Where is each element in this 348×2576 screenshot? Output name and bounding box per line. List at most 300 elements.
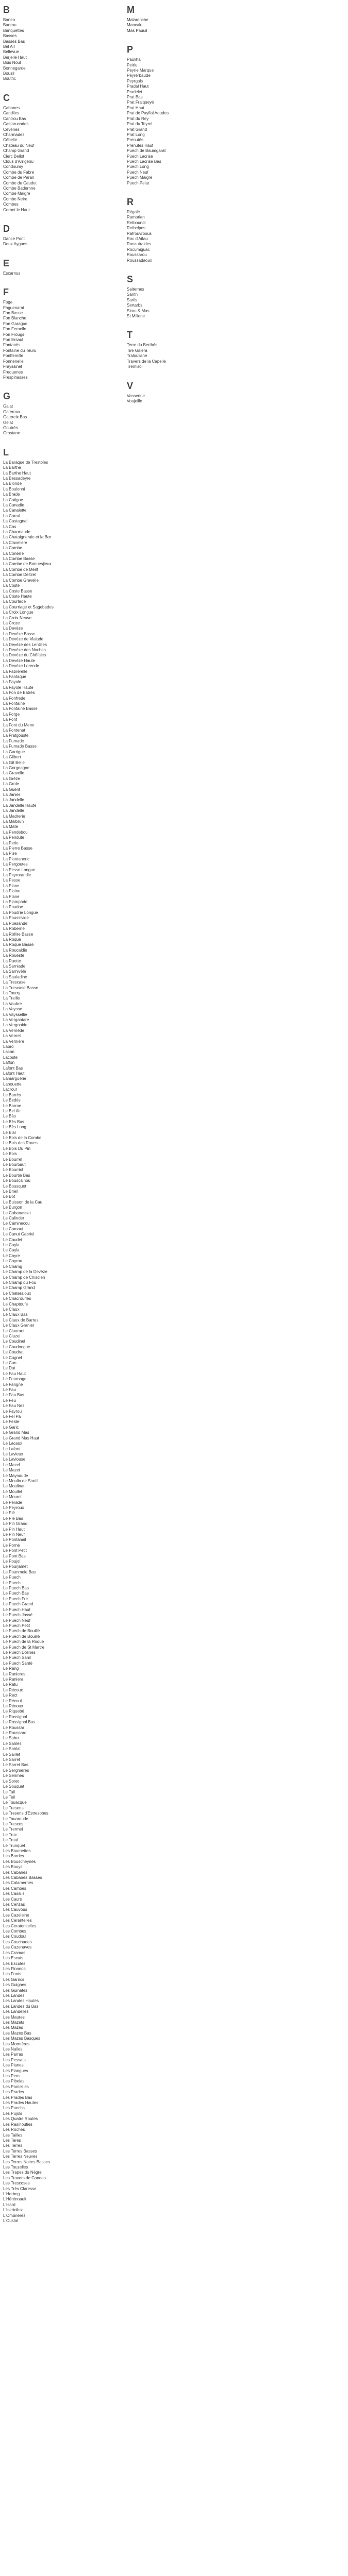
place-link[interactable]: Le Claurant [3,1328,25,1333]
place-link[interactable]: Le Bès Bas [3,1119,24,1124]
place-link[interactable]: Pradelet [127,89,142,94]
place-link[interactable]: La Brade [3,492,20,497]
place-link[interactable]: Les Nailes [3,2047,23,2052]
place-link[interactable]: Le Grand Mas [3,1430,29,1435]
place-link[interactable]: Le Puech [3,1575,21,1580]
place-link[interactable]: Le Puech Bas [3,1586,29,1591]
place-link[interactable]: La Croix Longue [3,610,34,615]
place-link[interactable]: Le Caminecou [3,1221,30,1226]
place-link[interactable]: La Devèze [3,626,23,631]
place-link[interactable]: Retbouncl [127,220,146,225]
place-link[interactable]: Le Claux de Barres [3,1317,39,1323]
place-link[interactable]: Fon Fernelle [3,327,26,332]
place-link[interactable]: Frayssinet [3,364,22,369]
place-link[interactable]: La Plampade [3,900,28,905]
place-link[interactable]: Le Truc [3,1832,17,1837]
place-link[interactable]: Les Prades Hautes [3,2100,39,2106]
place-link[interactable]: La Fontaine Basse [3,706,38,711]
place-link[interactable]: Lamarguerie [3,1076,26,1081]
place-link[interactable]: Le Rect [3,1693,18,1698]
place-link[interactable]: Le Grand Mas Haut [3,1435,39,1440]
place-link[interactable]: Puech Long [127,164,149,170]
place-link[interactable]: Les Pujols [3,2111,22,2116]
place-link[interactable]: Le Bois des Roucs [3,1141,38,1146]
place-link[interactable]: Les Pessats [3,2057,26,2062]
place-link[interactable]: Prenutés Haut [127,143,154,148]
place-link[interactable]: Prat du Teyrel [127,122,153,127]
place-link[interactable]: Les Cenzas [3,1902,25,1907]
place-link[interactable]: La Pesse [3,878,21,883]
place-link[interactable]: Lafont Haut [3,1071,25,1076]
place-link[interactable]: Le Fau Nes [3,1403,25,1409]
place-link[interactable]: Les Teres [3,2138,21,2143]
place-link[interactable]: Dance Pont [3,236,25,241]
place-link[interactable]: La Vergnaide [3,1023,28,1028]
place-link[interactable]: Le Puech Bas [3,1591,29,1596]
place-link[interactable]: La Fontenat [3,728,25,733]
place-link[interactable]: La Vaysse [3,1007,22,1012]
place-link[interactable]: Le Camaut [3,1226,24,1231]
place-link[interactable]: La Fontaine [3,701,25,706]
place-link[interactable]: La Bessadeyre [3,476,31,481]
place-link[interactable]: Les Mazes Basques [3,2036,41,2041]
place-link[interactable]: Sertarbs [127,303,143,308]
place-link[interactable]: Goutrés [3,425,18,430]
place-link[interactable]: Le Puech Dolines [3,1650,36,1655]
place-link[interactable]: La Peyrorandie [3,873,31,878]
place-link[interactable]: Le Bouscalhou [3,1178,30,1183]
place-link[interactable]: La Trescase [3,980,26,985]
place-link[interactable]: La Janier [3,792,20,797]
place-link[interactable]: Le Pin Neuf [3,1532,25,1537]
place-link[interactable]: Le Sarret Bas [3,1762,28,1768]
place-link[interactable]: Les Cauvous [3,1907,27,1912]
place-link[interactable]: Combe Badernne [3,185,36,191]
place-link[interactable]: La Devèze Basse [3,631,36,636]
place-link[interactable]: Combe Neire [3,196,28,201]
place-link[interactable]: Le Laviouse [3,1457,26,1462]
place-link[interactable]: La Plantaneric [3,856,30,861]
place-link[interactable]: La Fratgouste [3,733,29,738]
place-link[interactable]: Le Buisson de la Cau [3,1199,43,1205]
place-link[interactable]: Peiriu [127,62,138,67]
place-link[interactable]: Le Porné [3,1543,20,1548]
place-link[interactable]: Tralouliane [127,353,147,359]
place-link[interactable]: Travers de la Capelle [127,359,166,364]
place-link[interactable]: Condoumy [3,164,23,170]
place-link[interactable]: Le Ranieres [3,1671,26,1676]
place-link[interactable]: Les Couchades [3,1939,32,1944]
place-link[interactable]: Le Bois [3,1151,17,1157]
place-link[interactable]: Fontaine du Teuru [3,348,37,353]
place-link[interactable]: Sarils [127,297,138,302]
place-link[interactable]: La Fumade Basse [3,744,37,749]
place-link[interactable]: Boutric [3,76,16,81]
place-link[interactable]: Les Trescoses [3,2181,30,2186]
place-link[interactable]: Fon Frougs [3,332,24,337]
place-link[interactable]: Le Puech de Bouillé [3,1629,40,1634]
place-link[interactable]: La Boulonni [3,486,25,492]
place-link[interactable]: Le Bot [3,1194,15,1199]
place-link[interactable]: La Pise [3,851,17,856]
place-link[interactable]: Combe du Fabre [3,170,35,175]
place-link[interactable]: Le Puech Grand [3,1602,34,1607]
place-link[interactable]: Banrau [3,23,16,28]
place-link[interactable]: Les Guinates [3,1988,28,1993]
place-link[interactable]: L'Hérénnault [3,2197,27,2202]
place-link[interactable]: Le Tail [3,1789,15,1794]
place-link[interactable]: La Combe Basse [3,556,35,562]
place-link[interactable]: Le Cun [3,1361,16,1365]
place-link[interactable]: La Rollire Basse [3,931,34,937]
place-link[interactable]: Les Fonts [3,1972,22,1977]
place-link[interactable]: Le Coudinel [3,1339,25,1344]
place-link[interactable]: Pauliha [127,57,141,62]
place-link[interactable]: La Pergoutes [3,862,28,867]
place-link[interactable]: Lafont Bas [3,1065,23,1071]
place-link[interactable]: Cabanes [3,105,20,110]
place-link[interactable]: Roussarou [127,252,147,258]
place-link[interactable]: La Pierre Basse [3,846,32,851]
place-link[interactable]: La Combe de Bonnesjieux [3,562,52,567]
place-link[interactable]: Gelat [3,420,13,425]
place-link[interactable]: La Trescase Basse [3,985,39,990]
place-link[interactable]: Le Cabanasset [3,1210,31,1215]
place-link[interactable]: Le Fel Pa [3,1414,21,1419]
place-link[interactable]: Les Calamernes [3,1880,34,1886]
place-link[interactable]: Le Rossignol Bas [3,1720,36,1725]
place-link[interactable]: La Fayole [3,680,22,685]
place-link[interactable]: La Treille [3,996,20,1001]
place-link[interactable]: Prat de Payfial Aoudes [127,111,169,116]
place-link[interactable]: La Jandelle [3,808,24,814]
place-link[interactable]: Prat Long [127,132,145,137]
place-link[interactable]: Le Garic [3,1425,19,1430]
place-link[interactable]: Le Lacaux [3,1441,22,1446]
place-link[interactable]: Les Bordes [3,1854,24,1859]
place-link[interactable]: Le Poujol [3,1559,21,1564]
place-link[interactable]: Cantrou Bas [3,116,26,121]
place-link[interactable]: Le Soret [3,1778,19,1784]
place-link[interactable]: Le Tresens [3,1805,24,1810]
place-link[interactable]: La Pendute [3,835,24,840]
place-link[interactable]: Clerc Bellot [3,154,24,159]
place-link[interactable]: Les Terres Neuves [3,2154,38,2159]
place-link[interactable]: La Devèze Haute [3,658,35,663]
place-link[interactable]: L'Isard [3,2202,15,2207]
place-link[interactable]: Le Fau [3,1387,16,1393]
place-link[interactable]: Le Lavieux [3,1451,23,1456]
place-link[interactable]: Le Pont Petit [3,1548,27,1553]
place-link[interactable]: Le Maynaude [3,1473,28,1478]
place-link[interactable]: La Roque Basse [3,942,34,947]
place-link[interactable]: Galat [3,404,13,409]
place-link[interactable]: La Baraque de Trestoles [3,460,48,465]
place-link[interactable]: La Coste Basse [3,588,32,594]
place-link[interactable]: Les Caurs [3,1896,22,1902]
place-link[interactable]: Lanouette [3,1081,22,1087]
place-link[interactable]: La Tourry [3,990,21,995]
place-link[interactable]: Les Pibelas [3,2079,25,2084]
place-link[interactable]: La Barthe Haut [3,470,31,476]
place-link[interactable]: Les Combes [3,1929,26,1934]
place-link[interactable]: Prat Bas [127,95,143,100]
place-link[interactable]: Le Bourrel [3,1157,22,1162]
place-link[interactable]: L'Isertoliez [3,2208,23,2213]
place-link[interactable]: Combe de Paran [3,175,35,180]
place-link[interactable]: Le Fayrou [3,1409,22,1414]
place-link[interactable]: Gateroux [3,409,20,414]
place-link[interactable]: Le Claux Granier [3,1323,35,1328]
place-link[interactable]: Le Mazel [3,1462,20,1467]
place-link[interactable]: La Poudne [3,905,23,910]
place-link[interactable]: La Roque [3,937,21,942]
place-link[interactable]: La Gorgeagne [3,765,30,770]
place-link[interactable]: Le Touaroude [3,1816,28,1821]
place-link[interactable]: La Poussivide [3,916,29,921]
place-link[interactable]: Les Rasinouties [3,2122,32,2127]
place-link[interactable]: Le Puech de Bouillé [3,1634,40,1639]
place-link[interactable]: La Devèze du Chêfales [3,653,46,658]
place-link[interactable]: Les Maures [3,2014,25,2020]
place-link[interactable]: Le Bel Air [3,1108,21,1113]
place-link[interactable]: La Claveliere [3,540,27,545]
place-link[interactable]: Roc d'Aifau [127,236,148,241]
place-link[interactable]: L'Herbeg [3,2191,20,2196]
place-link[interactable]: Le Rénoux [3,1704,23,1708]
place-link[interactable]: Le Champ de Chisdien [3,1275,45,1280]
place-link[interactable]: Le Tresens d'Estresobes [3,1811,48,1816]
place-link[interactable]: La Fonfrede [3,696,26,701]
place-link[interactable]: La Devèze des Noches [3,647,46,652]
place-link[interactable]: La Vernède [3,1028,24,1033]
place-link[interactable]: Le Mouret [3,1495,22,1500]
place-link[interactable]: La Poudrie Longue [3,910,38,915]
place-link[interactable]: Les Tailles [3,2132,23,2138]
place-link[interactable]: La Puesande [3,921,28,926]
place-link[interactable]: Prenutés [127,138,144,143]
place-link[interactable]: La Vayssellie [3,1012,27,1017]
place-link[interactable]: Candiles [3,111,20,116]
place-link[interactable]: Le Bès [3,1114,16,1119]
place-link[interactable]: Les Landes [3,1993,25,1998]
place-link[interactable]: Le Roussard [3,1731,27,1736]
place-link[interactable]: La Pesse Longue [3,867,36,872]
place-link[interactable]: Castarucades [3,122,29,127]
place-link[interactable]: St Millene [127,314,145,319]
place-link[interactable]: Les Ceratomielles [3,1923,37,1928]
place-link[interactable]: La Plane [3,883,20,888]
place-link[interactable]: Escarnus [3,270,21,276]
place-link[interactable]: Le Chacrourles [3,1296,31,1301]
place-link[interactable]: La Chataigneraie et la Bor [3,535,51,540]
place-link[interactable]: La Croze [3,620,20,625]
place-link[interactable]: Puech Lacrise [127,154,153,159]
place-link[interactable]: La Plane [3,894,20,899]
place-link[interactable]: Le Fau Haut [3,1371,26,1376]
place-link[interactable]: Bois Noul [3,60,21,65]
place-link[interactable]: Le Burgon [3,1205,22,1210]
place-link[interactable]: Le Barroe [3,1103,22,1108]
place-link[interactable]: Les Mazets [3,2020,24,2025]
place-link[interactable]: Les Garrics [3,1977,24,1982]
place-link[interactable]: Prat Grand [127,127,147,132]
place-link[interactable]: Cébelie [3,138,18,143]
place-link[interactable]: Le Sabut [3,1736,20,1741]
place-link[interactable]: La Sarnivèle [3,969,26,974]
place-link[interactable]: Le Pié Bas [3,1516,23,1521]
place-link[interactable]: Roussadaoux [127,258,152,263]
place-link[interactable]: Les Bouscheynes [3,1859,36,1864]
place-link[interactable]: La Font [3,717,18,722]
place-link[interactable]: La Coste [3,583,20,588]
place-link[interactable]: Les Mazes [3,2025,23,2030]
place-link[interactable]: Le Pont Bas [3,1553,26,1558]
place-link[interactable]: Voujeille [127,398,142,403]
place-link[interactable]: Le Bourbaut [3,1162,26,1167]
place-link[interactable]: Le Claux Bas [3,1312,28,1317]
place-link[interactable]: Le Bois de la Combe [3,1135,42,1140]
place-link[interactable]: Régalé [127,209,140,214]
place-link[interactable]: La Canadie [3,503,24,507]
place-link[interactable]: La Fabrerelle [3,669,28,674]
place-link[interactable]: Lacoste [3,1055,18,1060]
place-link[interactable]: Les Très Claresse [3,2186,37,2191]
place-link[interactable]: Le Moulin de Santil [3,1478,39,1483]
place-link[interactable]: Bousil [3,71,14,76]
place-link[interactable]: Basses Bas [3,39,25,44]
place-link[interactable]: Berjelle Haut [3,55,27,60]
place-link[interactable]: Puech de Baumgarat [127,148,166,154]
place-link[interactable]: Frespinasses [3,375,28,380]
place-link[interactable]: Le Pontanail [3,1537,26,1543]
place-link[interactable]: Le Touacque [3,1800,27,1805]
place-link[interactable]: La Sarniade [3,963,26,969]
place-link[interactable]: Les Quatre Routes [3,2116,38,2122]
place-link[interactable]: La Barthe [3,465,21,470]
place-link[interactable]: Le Pounmeie Bas [3,1569,36,1574]
place-link[interactable]: Le Ratu [3,1682,18,1687]
place-link[interactable]: La Carral [3,513,20,518]
place-link[interactable]: Peyrgals [127,78,143,83]
place-link[interactable]: Le Trunquet [3,1843,25,1848]
place-link[interactable]: Les Cabanes [3,1870,28,1875]
place-link[interactable]: Le Roussar [3,1725,24,1730]
place-link[interactable]: Le Trermei [3,1827,23,1832]
place-link[interactable]: Le Lafont [3,1446,21,1451]
place-link[interactable]: La Blonde [3,481,22,486]
place-link[interactable]: La Plaine [3,889,21,894]
place-link[interactable]: Le Sahlès [3,1741,22,1746]
place-link[interactable]: Malarenche [127,18,148,22]
place-link[interactable]: Le Bousquet [3,1183,26,1189]
place-link[interactable]: Charmades [3,132,25,137]
place-link[interactable]: Les Planes [3,2063,24,2068]
place-link[interactable]: Le Moullet [3,1489,22,1494]
place-link[interactable]: La Gilbert [3,755,21,760]
place-link[interactable]: Le Cayla [3,1243,20,1248]
place-link[interactable]: Combes [3,202,19,207]
place-link[interactable]: Combe Maigre [3,191,30,196]
place-link[interactable]: Les Baumettes [3,1848,31,1853]
place-link[interactable]: La Vernière [3,1039,24,1044]
place-link[interactable]: Le Fournage [3,1377,27,1382]
place-link[interactable]: La Pendebou [3,829,28,835]
place-link[interactable]: La Roberne [3,926,25,931]
place-link[interactable]: Le Cayrou [3,1259,22,1264]
place-link[interactable]: La Combe de Merlt [3,567,39,572]
place-link[interactable]: Le Raniera [3,1676,24,1682]
place-link[interactable]: Le Puech Haut [3,1607,30,1612]
place-link[interactable]: Le Puech Jassé [3,1613,32,1618]
place-link[interactable]: Le Teil [3,1794,15,1800]
place-link[interactable]: La Croix Neuve [3,615,32,620]
place-link[interactable]: Les Trapes du Nègre [3,2170,42,2175]
place-link[interactable]: Fontanès [3,343,21,348]
place-link[interactable]: La Jandelle [3,798,24,803]
place-link[interactable]: Le Mazet [3,1468,20,1473]
place-link[interactable]: La Devèze de Vialade [3,637,44,642]
place-link[interactable]: Le Bourriol [3,1167,23,1173]
place-link[interactable]: La Madrerie [3,814,25,819]
place-link[interactable]: Tire Galera [127,348,147,353]
place-link[interactable]: Le Puech Petit [3,1623,30,1628]
place-link[interactable]: Rafrouvrbous [127,231,152,236]
place-link[interactable]: La Castagnal [3,519,28,524]
place-link[interactable]: Champ Grand [3,148,29,154]
place-link[interactable]: Prat Haut [127,105,144,110]
place-link[interactable]: Fon Blanche [3,316,26,321]
place-link[interactable]: La Combe Deltirel [3,572,37,578]
place-link[interactable]: Fonnenelle [3,359,24,364]
place-link[interactable]: Les Terres [3,2143,23,2148]
place-link[interactable]: Prat Fraiqueyé [127,100,154,105]
place-link[interactable]: Le Cayre [3,1253,20,1258]
place-link[interactable]: Deux Aygues [3,242,27,247]
place-link[interactable]: Les Roches [3,2127,25,2132]
place-link[interactable]: Prat du Rey [127,116,149,121]
place-link[interactable]: Le Cayla [3,1248,20,1253]
place-link[interactable]: Le Barrès [3,1092,21,1097]
place-link[interactable]: La Cas [3,524,16,529]
place-link[interactable]: Les Terres Noires Basses [3,2159,50,2164]
place-link[interactable]: La Charmaude [3,530,30,535]
place-link[interactable]: La Combe Gravelle [3,578,39,583]
place-link[interactable]: Le Cluzel [3,1333,21,1338]
place-link[interactable]: La Coneille [3,551,24,556]
place-link[interactable]: Gatereix Bas [3,415,27,420]
place-link[interactable]: Le Claux [3,1307,20,1312]
place-link[interactable]: La Fantaque [3,674,26,679]
place-link[interactable]: Cévènes [3,127,20,132]
place-link[interactable]: La Canalette [3,508,27,513]
place-link[interactable]: Baneo [3,18,15,22]
place-link[interactable]: Peyrerbaude [127,73,151,78]
place-link[interactable]: Le Récoul [3,1698,22,1703]
place-link[interactable]: Retbelpes [127,226,146,231]
place-link[interactable]: Le Bial [3,1130,16,1135]
place-link[interactable]: Le Fau Bas [3,1393,24,1398]
place-link[interactable]: Le Coudrat [3,1350,24,1355]
place-link[interactable]: La Jandelle Haute [3,803,37,808]
place-link[interactable]: Le Rossignol [3,1714,27,1719]
place-link[interactable]: Le Bois Du Pin [3,1146,30,1151]
place-link[interactable]: Fon Ersaut [3,337,24,343]
place-link[interactable]: Le Champ de la Devèze [3,1269,47,1275]
place-link[interactable]: Le Brieil [3,1189,18,1194]
place-link[interactable]: Le Puech Fre [3,1596,28,1601]
place-link[interactable]: Le Caudet [3,1237,22,1242]
